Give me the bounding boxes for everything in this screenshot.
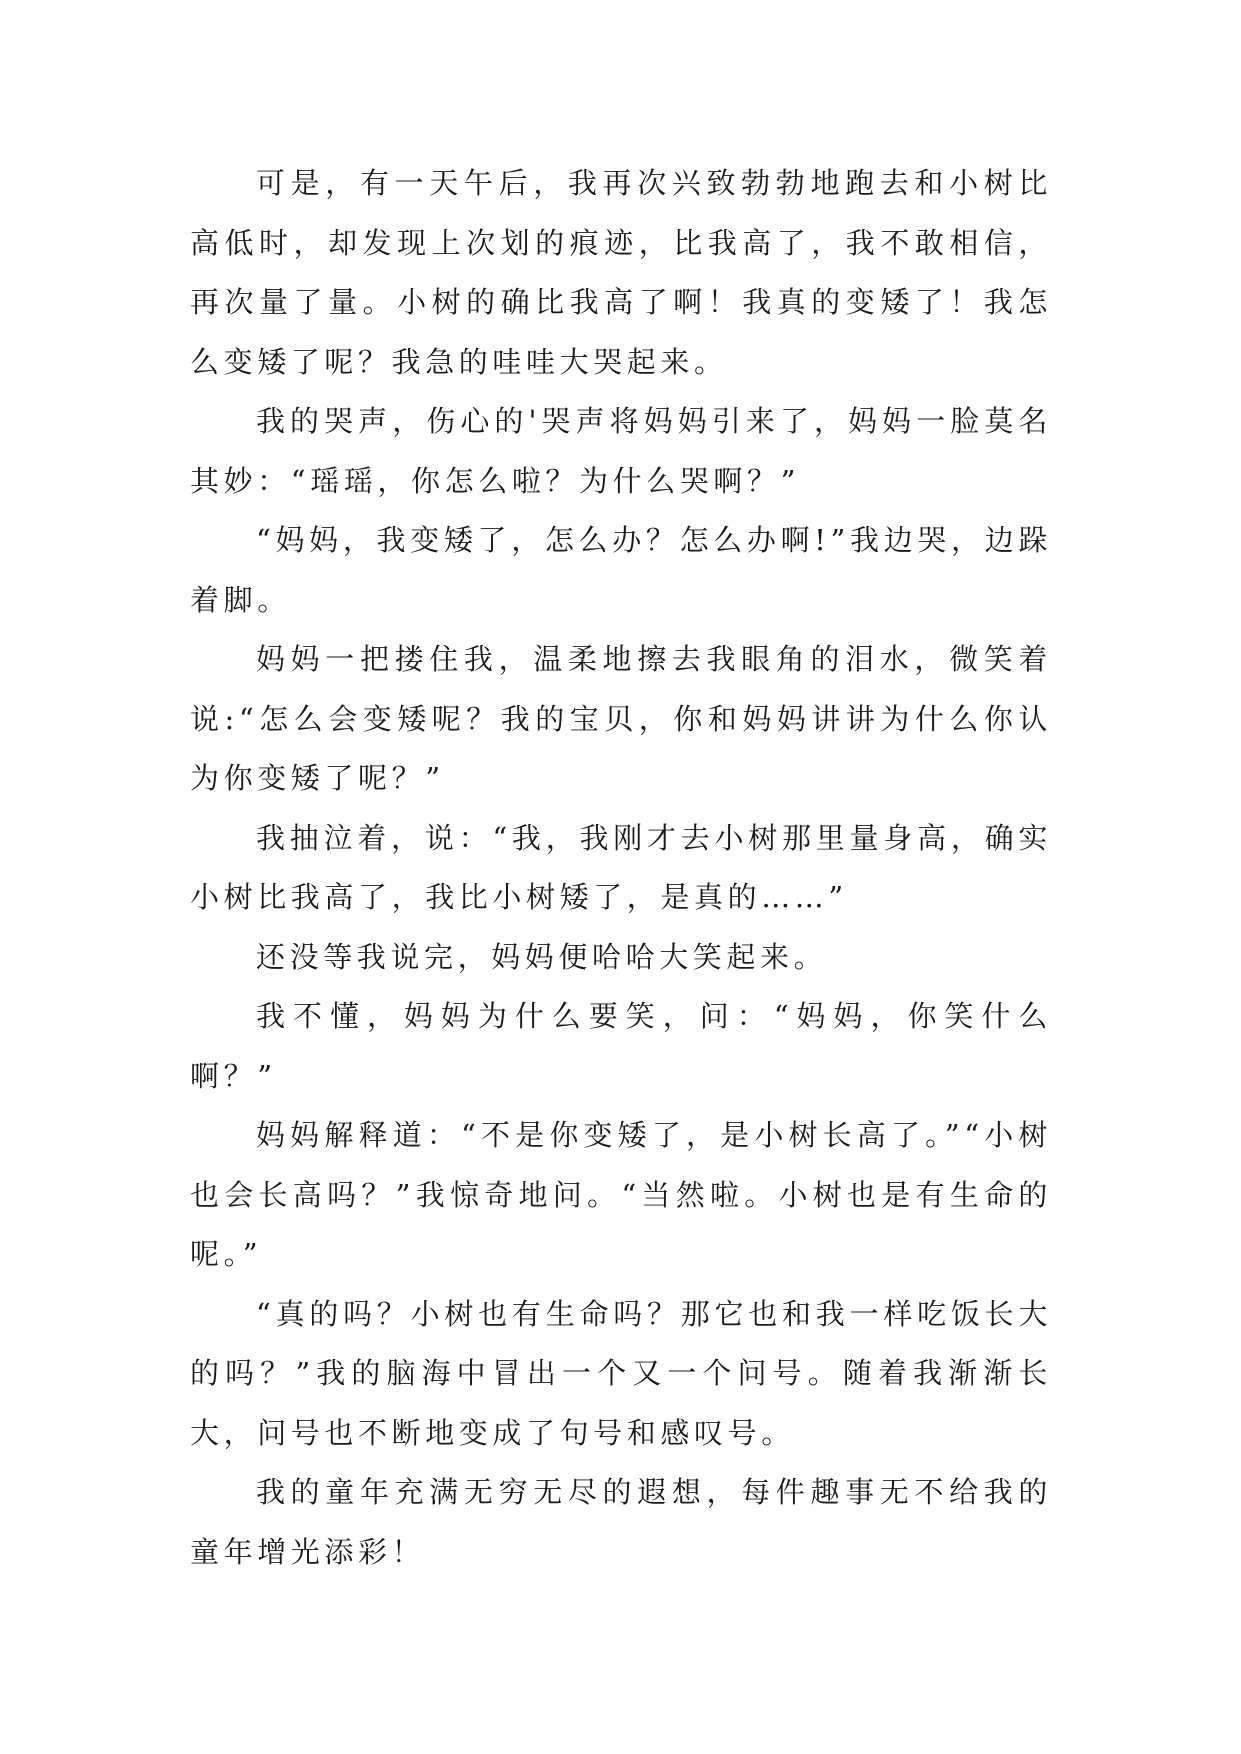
paragraph: 可是，有一天午后，我再次兴致勃勃地跑去和小树比高低时，却发现上次划的痕迹，比我高了，我不敢相信，再次量了量。小树的确比我高了啊！我真的变矮了！我怎么变矮了呢？我急的哇哇大哭起来。 (190, 166, 1052, 379)
paragraph: 我的哭声，伤心的'哭声将妈妈引来了，妈妈一脸莫名其妙：“瑶瑶，你怎么啦？为什么哭啊？” (190, 404, 1052, 498)
paragraph: 妈妈一把搂住我，温柔地擦去我眼角的泪水，微笑着说:“怎么会变矮呢？我的宝贝，你和妈妈讲讲为什么你认为你变矮了呢？” (190, 642, 1052, 795)
paragraph: 妈妈解释道：“不是你变矮了，是小树长高了。”“小树也会长高吗？”我惊奇地问。“当然啦。小树也是有生命的呢。” (190, 1118, 1052, 1271)
paragraph: 还没等我说完，妈妈便哈哈大笑起来。 (256, 939, 828, 974)
paragraph: 我的童年充满无穷无尽的遐想，每件趣事无不给我的童年增光添彩！ (190, 1475, 1052, 1569)
paragraph: 我抽泣着，说：“我，我刚才去小树那里量身高，确实小树比我高了，我比小树矮了，是真的……” (190, 820, 1052, 914)
paragraph: “妈妈，我变矮了，怎么办？怎么办啊!”我边哭，边跺着脚。 (190, 523, 1052, 617)
paragraph: “真的吗？小树也有生命吗？那它也和我一样吃饭长大的吗？”我的脑海中冒出一个又一个问号。随着我渐渐长大，问号也不断地变成了句号和感叹号。 (190, 1296, 1052, 1450)
document-page (190, 154, 1052, 1582)
paragraph: 我不懂，妈妈为什么要笑，问：“妈妈，你笑什么啊？” (190, 999, 1052, 1093)
